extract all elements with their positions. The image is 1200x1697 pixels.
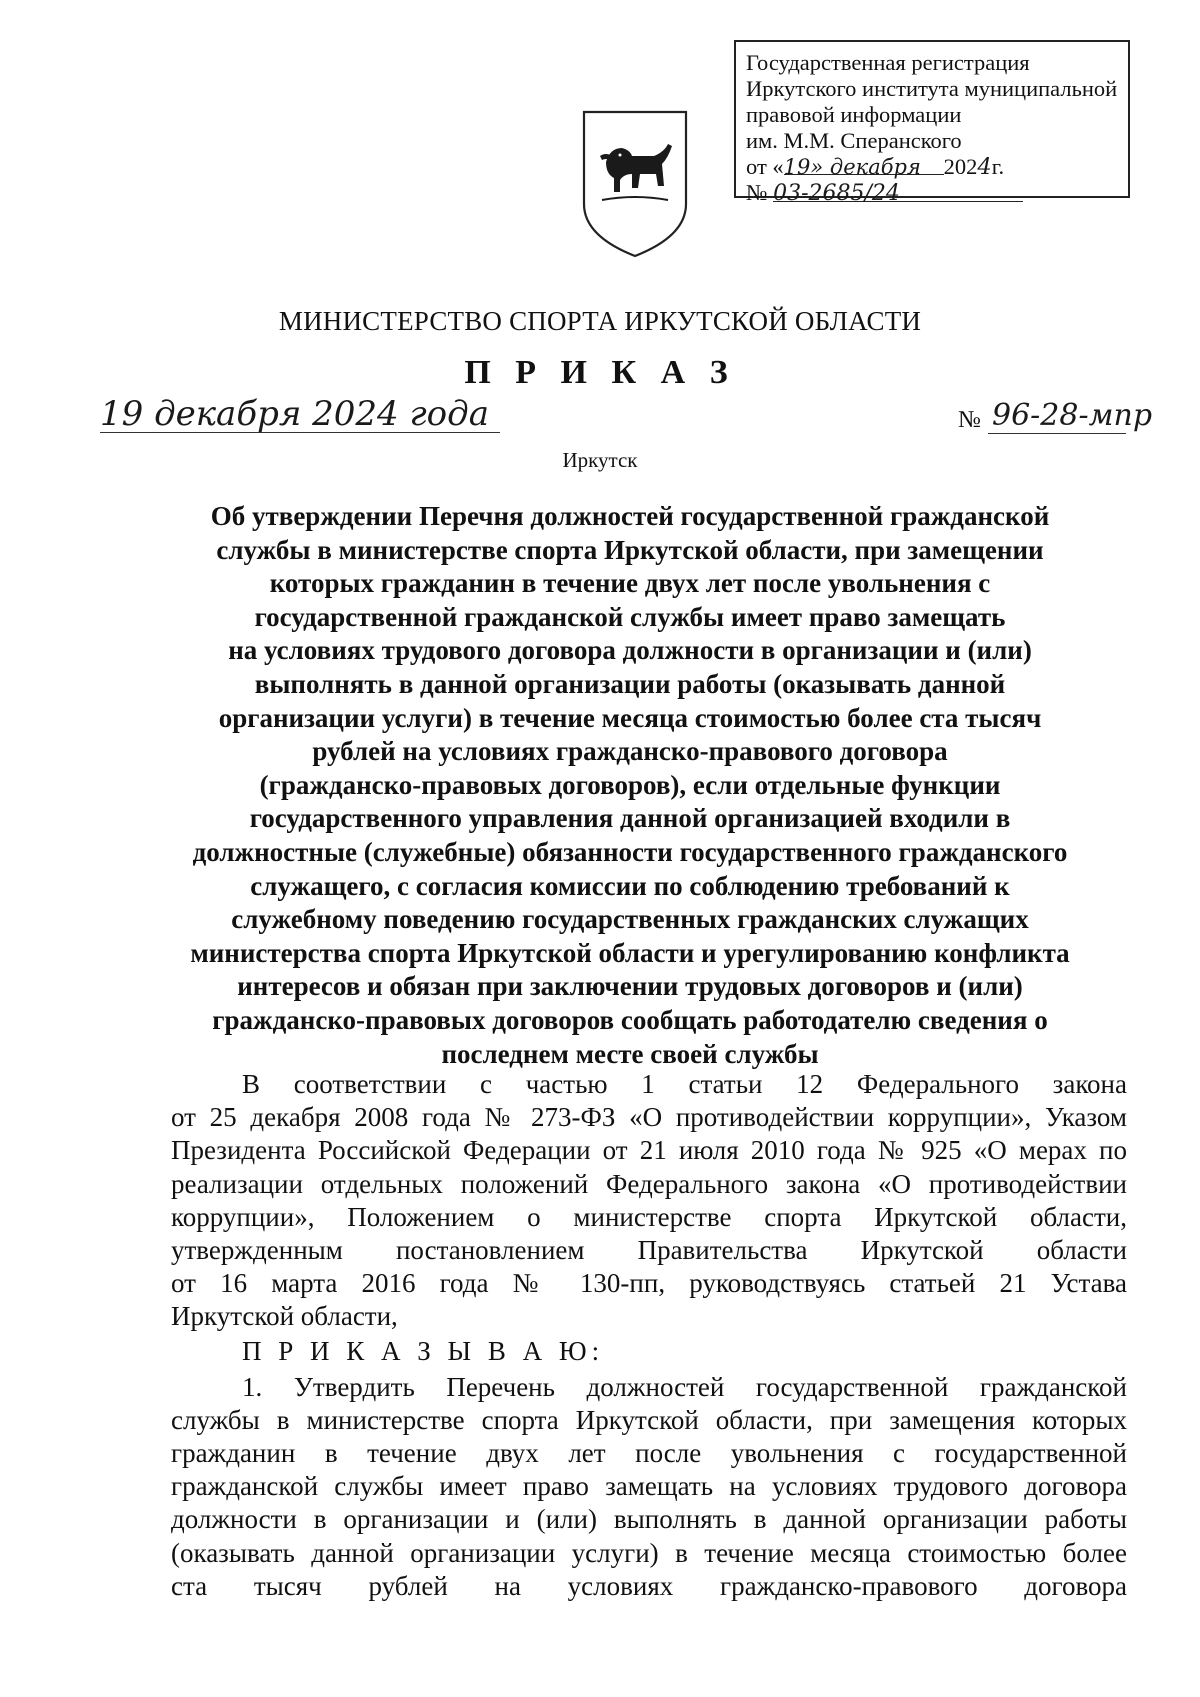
ministry-name: МИНИСТЕРСТВО СПОРТА ИРКУТСКОЙ ОБЛАСТИ [278, 306, 922, 336]
title-line: служебному поведению государственных гражданских служащих [231, 904, 1029, 935]
registration-number-prefix: № [746, 180, 768, 205]
registration-year-handwritten: 4 [977, 154, 992, 180]
title-line: которых гражданин в течение двух лет после увольнения с [269, 568, 991, 599]
title-line: служащего, с согласия комиссии по соблюдению требований к [250, 870, 1010, 901]
item-1-line: 1. Утвердить Перечень должностей государственной гражданской [242, 1371, 1127, 1402]
registration-line-3: правовой информации [746, 102, 962, 127]
preamble-line: реализации отдельных положений Федерального закона «О противодействии [171, 1168, 1127, 1199]
preamble-line: Иркутской области, [171, 1301, 398, 1332]
title-line: Об утверждении Перечня должностей государственной гражданской [210, 501, 1050, 531]
registration-stamp [734, 40, 1130, 206]
order-number-handwritten: 96-28-мпр [992, 398, 1153, 433]
title-line: (гражданско-правовых договоров), если отдельные функции [259, 769, 1001, 800]
registration-line-2: Иркутского института муниципальной [746, 76, 1118, 101]
item-1-line: гражданин в течение двух лет после увольнения с государственной [171, 1438, 1127, 1469]
registration-number-handwritten: 03-2685/24 [773, 181, 1023, 202]
registration-line-1: Государственная регистрация [746, 50, 1030, 75]
preamble-line: от 16 марта 2016 года № 130-пп, руководствуясь статьей 21 Устава [171, 1268, 1127, 1299]
city-name: Иркутск [562, 448, 638, 472]
title-line: выполнять в данной организации работы (оказывать данной [254, 668, 1006, 699]
title-line: гражданско-правовых договоров сообщать работодателю сведения о [212, 1004, 1048, 1035]
order-date-underline [100, 432, 500, 433]
order-date-handwritten: 19 декабря 2024 года [100, 394, 489, 434]
title-line: должностные (служебные) обязанности государственного гражданского [192, 836, 1068, 867]
title-line: последнем месте своей службы [441, 1038, 819, 1069]
order-number-label: № [958, 407, 981, 433]
registration-date-handwritten: 19» декабря [784, 154, 944, 175]
preamble-line: Президента Российской Федерации от 21 июля 2010 года № 925 «О мерах по [171, 1135, 1127, 1166]
title-line: на условиях трудового договора должности в организации и (или) [228, 635, 1032, 666]
registration-year-printed: 202 [943, 154, 978, 179]
item-1-line: (оказывать данной организации услуги) в течение месяца стоимостью более [171, 1537, 1127, 1568]
item-1-line: должности в организации и (или) выполнять в данной организации работы [171, 1504, 1127, 1535]
order-number-underline [988, 433, 1126, 434]
item-1-line: гражданской службы имеет право замещать на условиях трудового договора [171, 1471, 1127, 1502]
preamble-paragraph [171, 1068, 1127, 1334]
order-title [170, 500, 1090, 1071]
document-type: П Р И К А З [464, 354, 736, 391]
registration-line-4: им. М.М. Сперанского [746, 128, 962, 153]
preamble-line: от 25 декабря 2008 года № 273-ФЗ «О противодействии коррупции», Указом [171, 1102, 1127, 1133]
order-body [171, 1068, 1127, 1603]
registration-year-suffix: г. [991, 154, 1005, 179]
registration-date-line [746, 154, 1128, 180]
item-1-paragraph [171, 1371, 1127, 1603]
title-line: интересов и обязан при заключении трудовых договоров и (или) [237, 971, 1023, 1002]
title-line: организации услуги) в течение месяца стоимостью более ста тысяч [218, 702, 1042, 733]
preamble-line: утвержденным постановлением Правительства Иркутской области [171, 1235, 1127, 1266]
preamble-line: коррупции», Положением о министерстве спорта Иркутской области, [171, 1201, 1127, 1232]
title-line: министерства спорта Иркутской области и урегулированию конфликта [190, 937, 1070, 968]
registration-number-line [746, 180, 1128, 206]
preamble-line: В соответствии с частью 1 статьи 12 Федерального закона [242, 1069, 1127, 1099]
title-line: государственной гражданской службы имеет право замещать [254, 601, 1006, 632]
coat-of-arms-emblem [580, 108, 690, 260]
item-1-line: службы в министерстве спорта Иркутской области, при замещения которых [171, 1404, 1127, 1435]
decree-word: П Р И К А З Ы В А Ю: [242, 1335, 605, 1366]
item-1-line: ста тысяч рублей на условиях гражданско-правового договора [171, 1570, 1127, 1601]
registration-date-prefix: от « [746, 154, 784, 179]
title-line: рублей на условиях гражданско-правового договора [312, 736, 948, 767]
title-line: службы в министерстве спорта Иркутской области, при замещении [216, 534, 1044, 565]
title-line: государственного управления данной организацией входили в [249, 803, 1011, 834]
